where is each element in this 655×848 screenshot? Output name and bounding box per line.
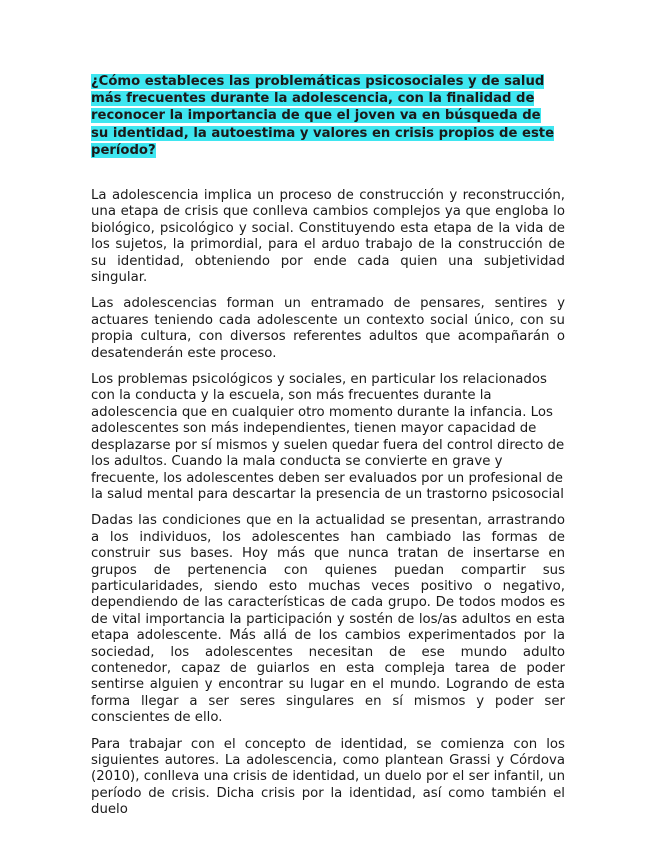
paragraph-2: Las adolescencias forman un entramado de pensares, sentires y actuares teniendo cada adolescente un contexto social único, con su propia cultura, con diversos referentes adultos que acompañarán o desatenderán este proceso. [91,296,565,361]
paragraph-3: Los problemas psicológicos y sociales, en particular los relacionados con la conducta y la escuela, son más frecuentes durante la adolescencia que en cualquier otro momento durante la infancia. Los adolescentes son más independientes, tienen mayor capacidad de desplazarse por sí mismos y suelen quedar fuera del control directo de los adultos. Cuando la mala conducta se convierte en grave y frecuente, los adolescentes deben ser evaluados por un profesional de la salud mental para descartar la presencia de un trastorno psicosocial [91,372,565,502]
document-body [91,188,565,829]
paragraph-5: Para trabajar con el concepto de identidad, se comienza con los siguientes autores. La adolescencia, como plantean Grassi y Córdova (2010), conlleva una crisis de identidad, un duelo por el ser infantil, un período de crisis. Dicha crisis por la identidad, así como también el duelo [91,736,565,818]
heading-highlight: ¿Cómo estableces las problemáticas psicosociales y de salud más frecuentes durante la adolescencia, con la finalidad de reconocer la importancia de que el joven va en búsqueda de su identidad, la autoestima y valores en crisis propios de este período? [91,74,555,158]
paragraph-1: La adolescencia implica un proceso de construcción y reconstrucción, una etapa de crisis que conlleva cambios complejos ya que engloba lo biológico, psicológico y social. Constituyendo esta etapa de la vida de los sujetos, la primordial, para el arduo trabajo de la construcción de su identidad, obteniendo por ende cada quien una subjetividad singular. [91,188,565,286]
paragraph-4: Dadas las condiciones que en la actualidad se presentan, arrastrando a los individuos, los adolescentes han cambiado las formas de construir sus bases. Hoy más que nunca tratan de insertarse en grupos de pertenencia con quienes puedan compartir sus particularidades, siendo esto muchas veces positivo o negativo, dependiendo de las características de cada grupo. De todos modos es de vital importancia la participación y sostén de los/as adultos en esta etapa adolescente. Más allá de los cambios experimentados por la sociedad, los adolescentes necesitan de ese mundo adulto contenedor, capaz de guiarlos en esta compleja tarea de poder sentirse alguien y encontrar su lugar en el mundo. Logrando de esta forma llegar a ser seres singulares en sí mismos y poder ser conscientes de ello. [91,513,565,726]
question-heading [91,73,561,159]
